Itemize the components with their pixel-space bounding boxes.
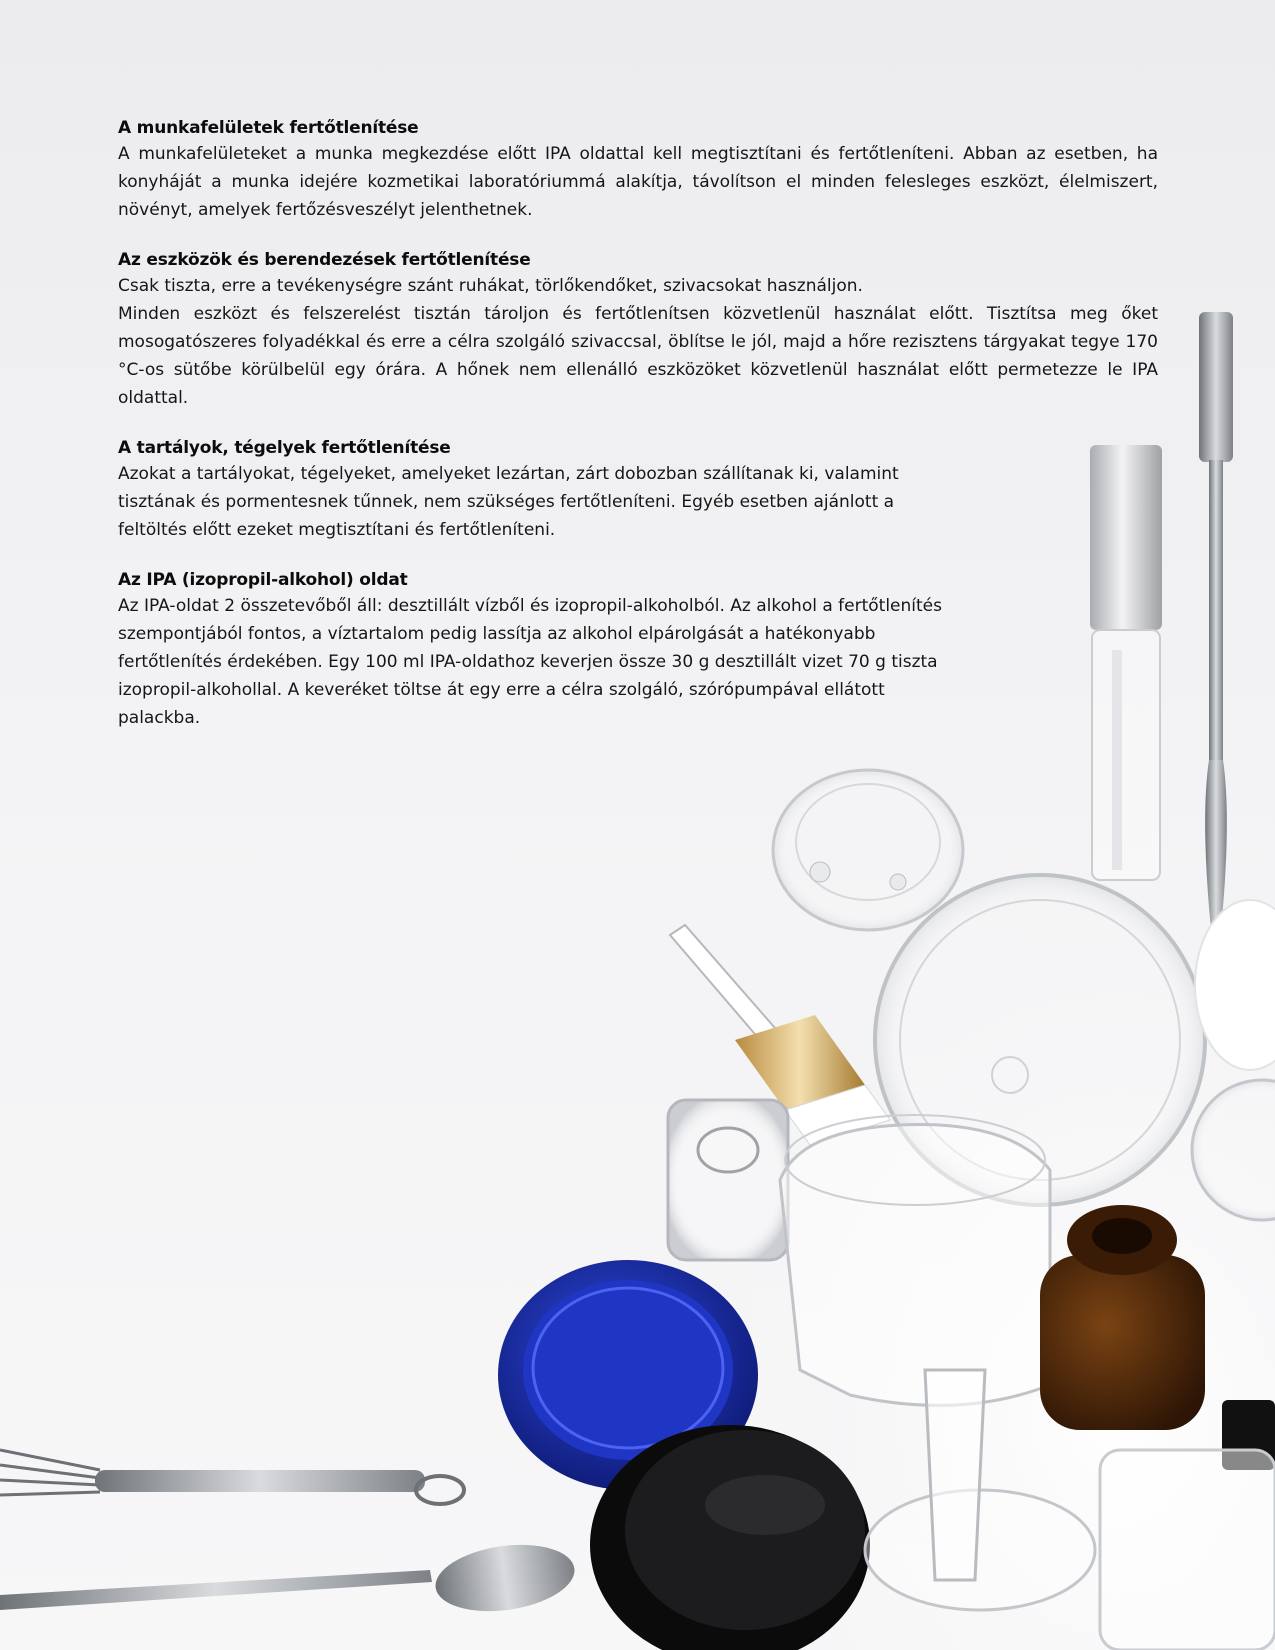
section-paragraph: A munkafelületeket a munka megkezdése előtt IPA oldattal kell megtisztítani és fertőtleníteni. Abban az esetben, ha konyháját a munka idejére kozmetikai laboratóriummá alakítja, távolítson el minden felesleges eszközt, élelmiszert, növényt, amelyek fertőzésveszélyt jelenthetnek. — [118, 144, 1158, 220]
section-paragraph: Csak tiszta, erre a tevékenységre szánt ruhákat, törlőkendőket, szivacsokat használjon. — [118, 276, 863, 296]
test-tube-image — [865, 1370, 1095, 1610]
square-bottle-image — [668, 1100, 788, 1260]
cobalt-jar-image — [498, 1260, 758, 1490]
spatula-image — [1199, 312, 1233, 940]
petri-dish-image — [875, 875, 1205, 1205]
beaker-image — [780, 1115, 1050, 1405]
section-ipa-solution — [118, 570, 1158, 732]
section-heading: Az IPA (izopropil-alkohol) oldat — [118, 570, 408, 590]
section-containers — [118, 438, 1158, 544]
whisk-image — [0, 1450, 464, 1504]
glass-jar-image — [773, 770, 963, 930]
spoon-image — [0, 1537, 579, 1620]
section-heading: A tartályok, tégelyek fertőtlenítése — [118, 438, 451, 458]
dropper-image — [670, 925, 890, 1145]
section-paragraph: Azokat a tartályokat, tégelyeket, amelyeket lezártan, zárt dobozban szállítanak ki, valamint tisztának és pormentesnek tűnnek, nem szükséges fertőtleníteni. Egyéb esetben ajánlott a feltöltés előtt ezeket megtisztítani és fertőtleníteni. — [118, 464, 899, 540]
document-body — [118, 118, 1158, 758]
black-lid-image — [590, 1425, 870, 1650]
section-paragraph: Minden eszközt és felszerelést tisztán tároljon és fertőtlenítsen közvetlenül használat előtt. Tisztítsa meg őket mosogatószeres folyadékkal és erre a célra szolgáló szivaccsal, öblítse le jól, majd a hőre rezisztens tárgyakat tegye 170 °C-os sütőbe körülbelül egy órára. A hőnek nem ellenálló eszközöket közvetlenül használat előtt permetezze le IPA oldattal. — [118, 304, 1158, 408]
section-heading: Az eszközök és berendezések fertőtlenítése — [118, 250, 531, 270]
section-work-surfaces — [118, 118, 1158, 224]
section-tools — [118, 250, 1158, 412]
section-paragraph: Az IPA-oldat 2 összetevőből áll: desztillált vízből és izopropil-alkoholból. Az alkohol a fertőtlenítés szempontjából fontos, a víztartalom pedig lassítja az alkohol elpárolgását a hatékonyabb fertőtlenítés érdekében. Egy 100 ml IPA-oldathoz keverjen össze 30 g desztillált vizet 70 g tiszta izopropil-alkohollal. A keveréket töltse át egy erre a célra szolgáló, szórópumpával ellátott palackba. — [118, 596, 942, 728]
amber-bottle-image — [1040, 1205, 1205, 1430]
section-heading: A munkafelületek fertőtlenítése — [118, 118, 419, 138]
